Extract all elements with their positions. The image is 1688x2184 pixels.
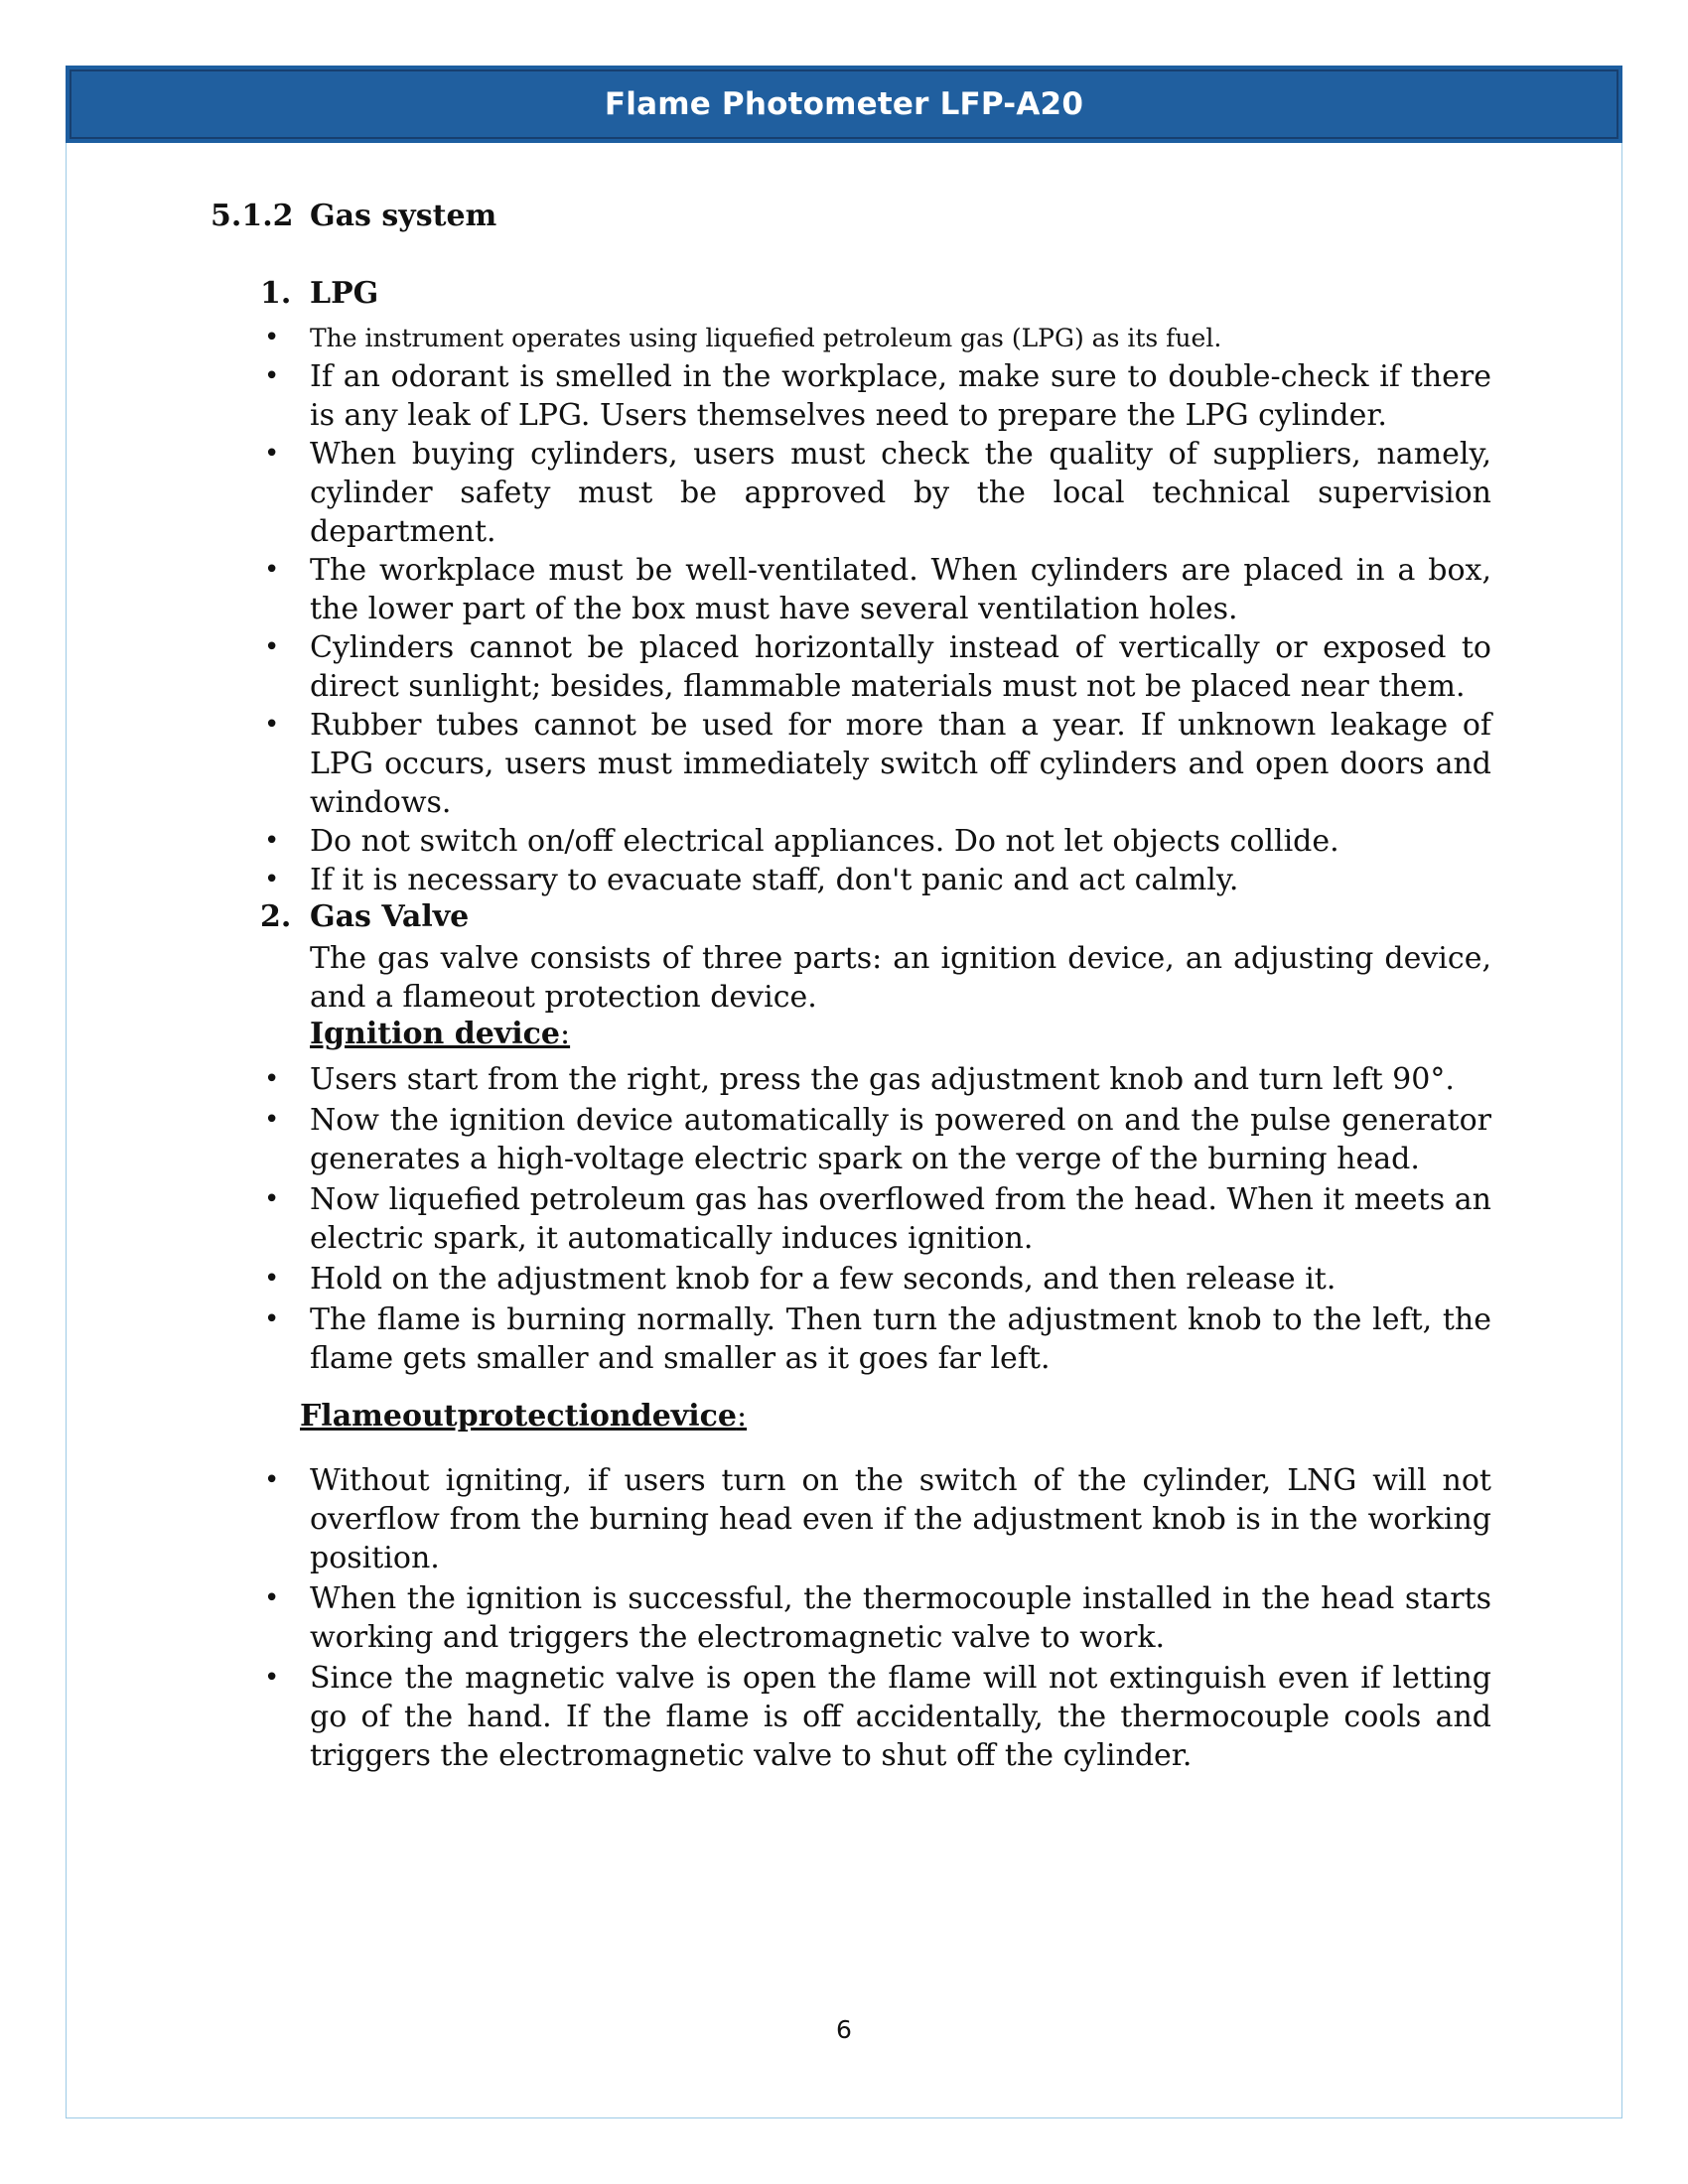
gas-valve-title: Gas Valve: [310, 899, 470, 934]
bullet-icon: •: [264, 1105, 280, 1135]
lpg-heading: [260, 276, 379, 311]
bullet-icon: •: [264, 1663, 280, 1693]
section-number: 5.1.2: [211, 199, 294, 233]
section-heading: [211, 199, 496, 233]
bullet-icon: •: [264, 826, 280, 856]
bullet-icon: •: [264, 1184, 280, 1214]
ignition-device-heading: Ignition device:: [310, 1017, 571, 1051]
section-title: Gas system: [310, 199, 497, 233]
list-item: • Do not switch on/off electrical appliances. Do not let objects collide.: [264, 824, 1339, 859]
list-item: • Hold on the adjustment knob for a few seconds, and then release it.: [264, 1262, 1336, 1297]
flameout-device-heading: Flameoutprotectiondevice:: [300, 1399, 748, 1433]
header-inner: [70, 69, 1618, 139]
bullet-icon: •: [264, 1264, 280, 1294]
document-title: Flame Photometer LFP-A20: [604, 86, 1084, 122]
header-bar: [66, 66, 1622, 143]
ignition-bullet-list: [264, 1059, 1491, 1378]
list-item: • Without igniting, if users turn on the switch of the cylinder, LNG will not overflow from the burning head even if the adjustment knob is in the working position.: [264, 1463, 1491, 1575]
list-item: • Cylinders cannot be placed horizontally instead of vertically or exposed to direct sunlight; besides, flammable materials must not be placed near them.: [264, 630, 1491, 704]
bullet-icon: •: [264, 361, 280, 391]
bullet-icon: •: [264, 1583, 280, 1613]
flameout-bullet-list: [264, 1461, 1491, 1775]
list-item: • Rubber tubes cannot be used for more than a year. If unknown leakage of LPG occurs, users must immediately switch off cylinders and open doors and windows.: [264, 708, 1491, 820]
lpg-bullet-list: [264, 319, 1491, 899]
bullet-icon: •: [264, 1064, 280, 1094]
bullet-icon: •: [264, 439, 280, 469]
list-item: • Now the ignition device automatically is powered on and the pulse generator generates a high-voltage electric spark on the verge of the burning head.: [264, 1103, 1491, 1176]
gas-valve-number: 2.: [260, 899, 292, 934]
list-item: • Since the magnetic valve is open the flame will not extinguish even if letting go of the hand. If the flame is off accidentally, the thermocouple cools and triggers the electromagnetic valve to shut off the cylinder.: [264, 1661, 1491, 1773]
page-number: 6: [836, 2015, 852, 2044]
gas-valve-heading: [260, 899, 470, 934]
bullet-icon: •: [264, 1304, 280, 1334]
list-item: • If it is necessary to evacuate staff, don't panic and act calmly.: [264, 863, 1239, 897]
list-item: • Users start from the right, press the gas adjustment knob and turn left 90°.: [310, 1059, 1491, 1100]
bullet-icon: •: [264, 632, 280, 662]
list-item: • When the ignition is successful, the thermocouple installed in the head starts working and triggers the electromagnetic valve to work.: [264, 1581, 1491, 1655]
list-item: • If an odorant is smelled in the workplace, make sure to double-check if there is any leak of LPG. Users themselves need to prepare the LPG cylinder.: [264, 359, 1491, 433]
bullet-icon: •: [264, 865, 280, 894]
list-item: • The instrument operates using liquefied petroleum gas (LPG) as its fuel.: [310, 319, 1491, 357]
lpg-number: 1.: [260, 276, 292, 311]
list-item: • The workplace must be well-ventilated. When cylinders are placed in a box, the lower part of the box must have several ventilation holes.: [264, 553, 1491, 626]
list-item: • Now liquefied petroleum gas has overflowed from the head. When it meets an electric spark, it automatically induces ignition.: [264, 1182, 1491, 1256]
list-item: • The flame is burning normally. Then turn the adjustment knob to the left, the flame gets smaller and smaller as it goes far left.: [264, 1302, 1491, 1376]
bullet-icon: •: [264, 710, 280, 740]
bullet-icon: •: [264, 555, 280, 585]
gas-valve-intro: The gas valve consists of three parts: an ignition device, an adjusting device, and a flameout protection device.: [310, 941, 1491, 1015]
list-item: • When buying cylinders, users must check the quality of suppliers, namely, cylinder safety must be approved by the local technical supervision department.: [264, 437, 1491, 549]
bullet-icon: •: [264, 1465, 280, 1495]
bullet-icon: •: [264, 323, 280, 352]
lpg-title: LPG: [310, 276, 379, 311]
